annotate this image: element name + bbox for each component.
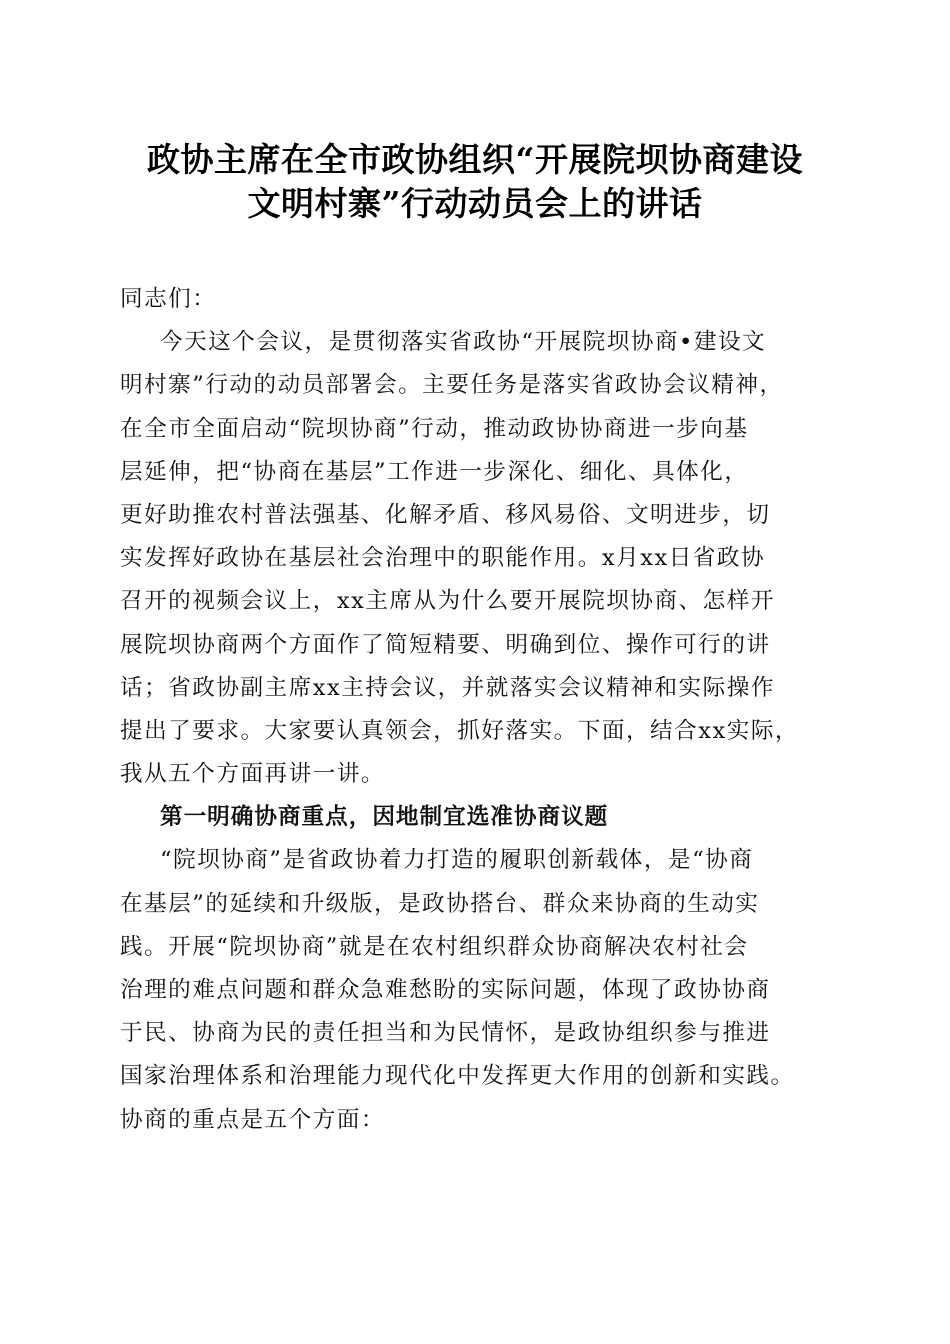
paragraph-1-line: 提出了要求。大家要认真领会，抓好落实。下面，结合xx实际， [120, 717, 800, 744]
paragraph-1-line: 话；省政协副主席xx主持会议，并就落实会议精神和实际操作 [120, 674, 775, 701]
paragraph-2-line: 国家治理体系和治理能力现代化中发挥更大作用的创新和实践。 [120, 1063, 795, 1090]
paragraph-1-line: 召开的视频会议上，xx主席从为什么要开展院坝协商、怎样开 [120, 588, 775, 615]
paragraph-1-line: 实发挥好政协在基层社会治理中的职能作用。x月xx日省政协 [120, 545, 766, 572]
document-body [120, 278, 835, 1142]
paragraph-2-line: 协商的重点是五个方面： [120, 1106, 386, 1133]
title-line-1: 政协主席在全市政协组织“开展院坝协商建设 [147, 140, 803, 179]
paragraph-2-line: 于民、协商为民的责任担当和为民情怀，是政协组织参与推进 [120, 1020, 771, 1047]
paragraph-1-line: 层延伸，把“协商在基层”工作进一步深化、细化、具体化， [120, 458, 749, 485]
paragraph-1-line: 今天这个会议，是贯彻落实省政协“开展院坝协商•建设文 [160, 329, 767, 356]
paragraph-1-line: 更好助推农村普法强基、化解矛盾、移风易俗、文明进步，切 [120, 501, 771, 528]
greeting: 同志们： [120, 286, 217, 312]
document-title [110, 138, 840, 226]
paragraph-2-line: 践。开展“院坝协商”就是在农村组织群众协商解决农村社会 [120, 933, 749, 960]
title-line-2: 文明村寨”行动动员会上的讲话 [247, 184, 703, 223]
paragraph-1-line: 在全市全面启动“院坝协商”行动，推动政协协商进一步向基 [120, 415, 749, 442]
paragraph-1-line: 我从五个方面再讲一讲。 [120, 761, 386, 788]
paragraph-2-line: “院坝协商”是省政协着力打造的履职创新载体，是“协商 [160, 847, 754, 874]
paragraph-2-line: 治理的难点问题和群众急难愁盼的实际问题，体现了政协协商 [120, 977, 771, 1003]
paragraph-1-line: 明村寨”行动的动员部署会。主要任务是落实省政协会议精神， [120, 372, 784, 399]
paragraph-2-line: 在基层”的延续和升级版，是政协搭台、群众来协商的生动实 [120, 890, 760, 917]
section-1-heading: 第一明确协商重点，因地制宜选准协商议题 [160, 804, 609, 831]
paragraph-1-line: 展院坝协商两个方面作了简短精要、明确到位、操作可行的讲 [120, 631, 771, 658]
